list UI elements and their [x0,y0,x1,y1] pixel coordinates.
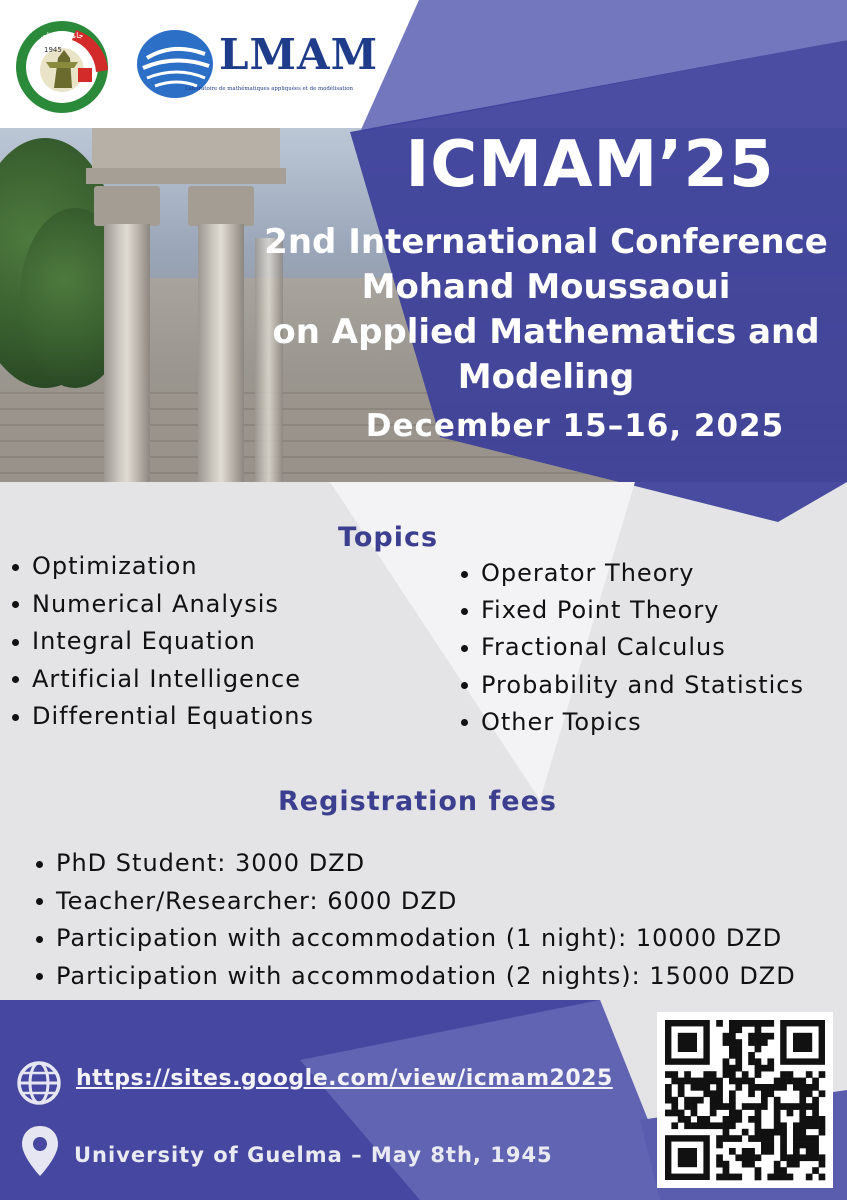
topic-label: Other Topics [481,707,642,736]
list-item [8,623,314,661]
list-item [457,555,804,592]
seal-year-text: 1945 [44,46,62,54]
topic-label: Differential Equations [32,702,315,730]
title-line-4: Modeling [457,357,635,397]
list-item [8,698,314,736]
topic-label: Operator Theory [481,559,695,587]
title-line-2: Mohand Moussaoui [361,267,731,307]
qr-code[interactable] [657,1012,833,1188]
bullet-icon [36,898,43,905]
lab-tagline: Laboratoire de mathématiques appliquées et de modélisation [185,86,354,92]
list-item [457,592,804,629]
fee-label: Teacher/Researcher: 6000 DZD [56,886,458,915]
bullet-icon [12,714,19,721]
conference-acronym: ICMAM’25 [405,128,775,202]
fee-label: Participation with accommodation (1 night): 10000 DZD [56,924,783,952]
conference-date: December 15–16, 2025 [365,408,785,444]
bullet-icon [12,564,19,571]
list-item [457,704,804,741]
fee-label: PhD Student: 3000 DZD [56,849,366,877]
list-item [8,548,314,586]
topics-list-left [8,548,314,736]
bullet-icon [36,973,43,980]
title-line-3: on Applied Mathematics and [272,312,820,352]
list-item [32,883,796,921]
list-item [8,586,314,624]
qr-code-graphic [657,1012,833,1188]
venue-address: University of Guelma – May 8th, 1945 [74,1143,553,1167]
fee-label: Participation with accommodation (2 nights): 15000 DZD [56,961,796,990]
topic-label: Numerical Analysis [32,589,279,618]
title-line-1: 2nd International Conference [264,222,828,262]
bullet-icon [461,608,468,615]
fees-list [32,845,796,995]
conference-full-title [240,220,847,400]
bullet-icon [12,676,19,683]
bullet-icon [12,601,19,608]
topic-label: Optimization [32,552,198,580]
list-item [32,920,796,958]
topic-label: Integral Equation [32,627,256,655]
globe-icon [16,1060,62,1106]
list-item [457,667,804,704]
topics-list-right [457,555,804,741]
fees-heading: Registration fees [278,786,557,817]
topic-label: Probability and Statistics [481,670,804,699]
topics-heading: Topics [338,522,439,553]
map-pin-icon [20,1124,60,1178]
bullet-icon [461,719,468,726]
topic-label: Fixed Point Theory [481,596,720,625]
bullet-icon [12,639,19,646]
topic-label: Artificial Intelligence [32,664,301,693]
bullet-icon [461,682,468,689]
lab-acronym: LMAM [219,30,379,79]
list-item [457,629,804,666]
website-link[interactable]: https://sites.google.com/view/icmam2025 [76,1066,613,1091]
seal-arabic-text: جامعة 8 ماي [40,31,84,40]
bullet-icon [461,571,468,578]
bullet-icon [461,645,468,652]
bullet-icon [36,936,43,943]
list-item [8,661,314,699]
bullet-icon [36,861,43,868]
list-item [32,958,796,996]
topic-label: Fractional Calculus [481,633,726,662]
list-item [32,845,796,883]
